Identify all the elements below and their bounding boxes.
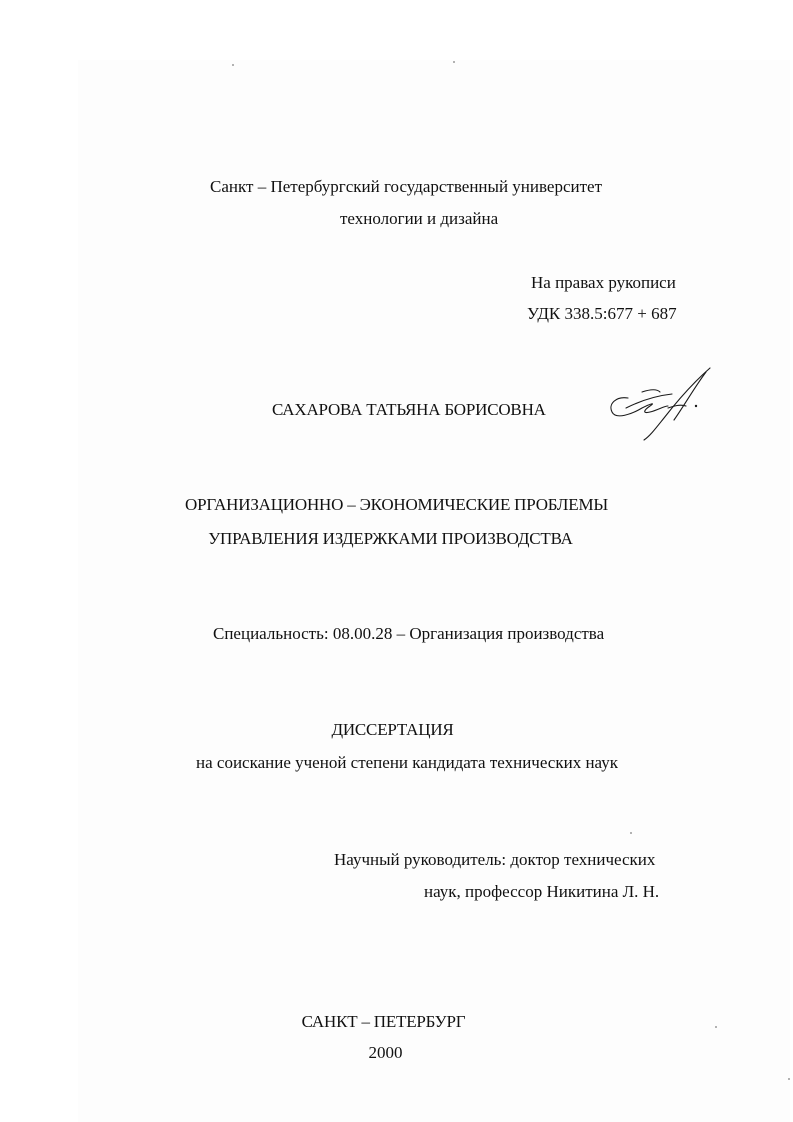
author-name: САХАРОВА ТАТЬЯНА БОРИСОВНА <box>272 400 546 419</box>
year: 2000 <box>368 1043 403 1062</box>
scan-speck <box>630 832 632 834</box>
thesis-title-line-2: УПРАВЛЕНИЯ ИЗДЕРЖКАМИ ПРОИЗВОДСТВА <box>208 529 573 548</box>
institution-line-2: технологии и дизайна <box>340 209 499 228</box>
udc-code: УДК 338.5:677 + 687 <box>527 304 677 323</box>
supervisor-line-1: Научный руководитель: доктор технических <box>334 850 656 869</box>
signature-icon <box>598 362 728 442</box>
thesis-title-line-1: ОРГАНИЗАЦИОННО – ЭКОНОМИЧЕСКИЕ ПРОБЛЕМЫ <box>185 495 608 514</box>
city: САНКТ – ПЕТЕРБУРГ <box>301 1012 466 1031</box>
degree-statement: на соискание ученой степени кандидата технических наук <box>196 753 619 772</box>
scan-speck <box>453 61 455 63</box>
institution-line-1: Санкт – Петербургский государственный университет <box>210 177 603 196</box>
scan-speck <box>788 1078 790 1080</box>
manuscript-rights-label: На правах рукописи <box>531 273 676 292</box>
work-type: ДИССЕРТАЦИЯ <box>331 720 454 739</box>
scan-speck <box>715 1026 717 1028</box>
supervisor-line-2: наук, профессор Никитина Л. Н. <box>424 882 660 901</box>
specialty: Специальность: 08.00.28 – Организация производства <box>213 624 605 643</box>
scan-speck <box>232 64 234 66</box>
